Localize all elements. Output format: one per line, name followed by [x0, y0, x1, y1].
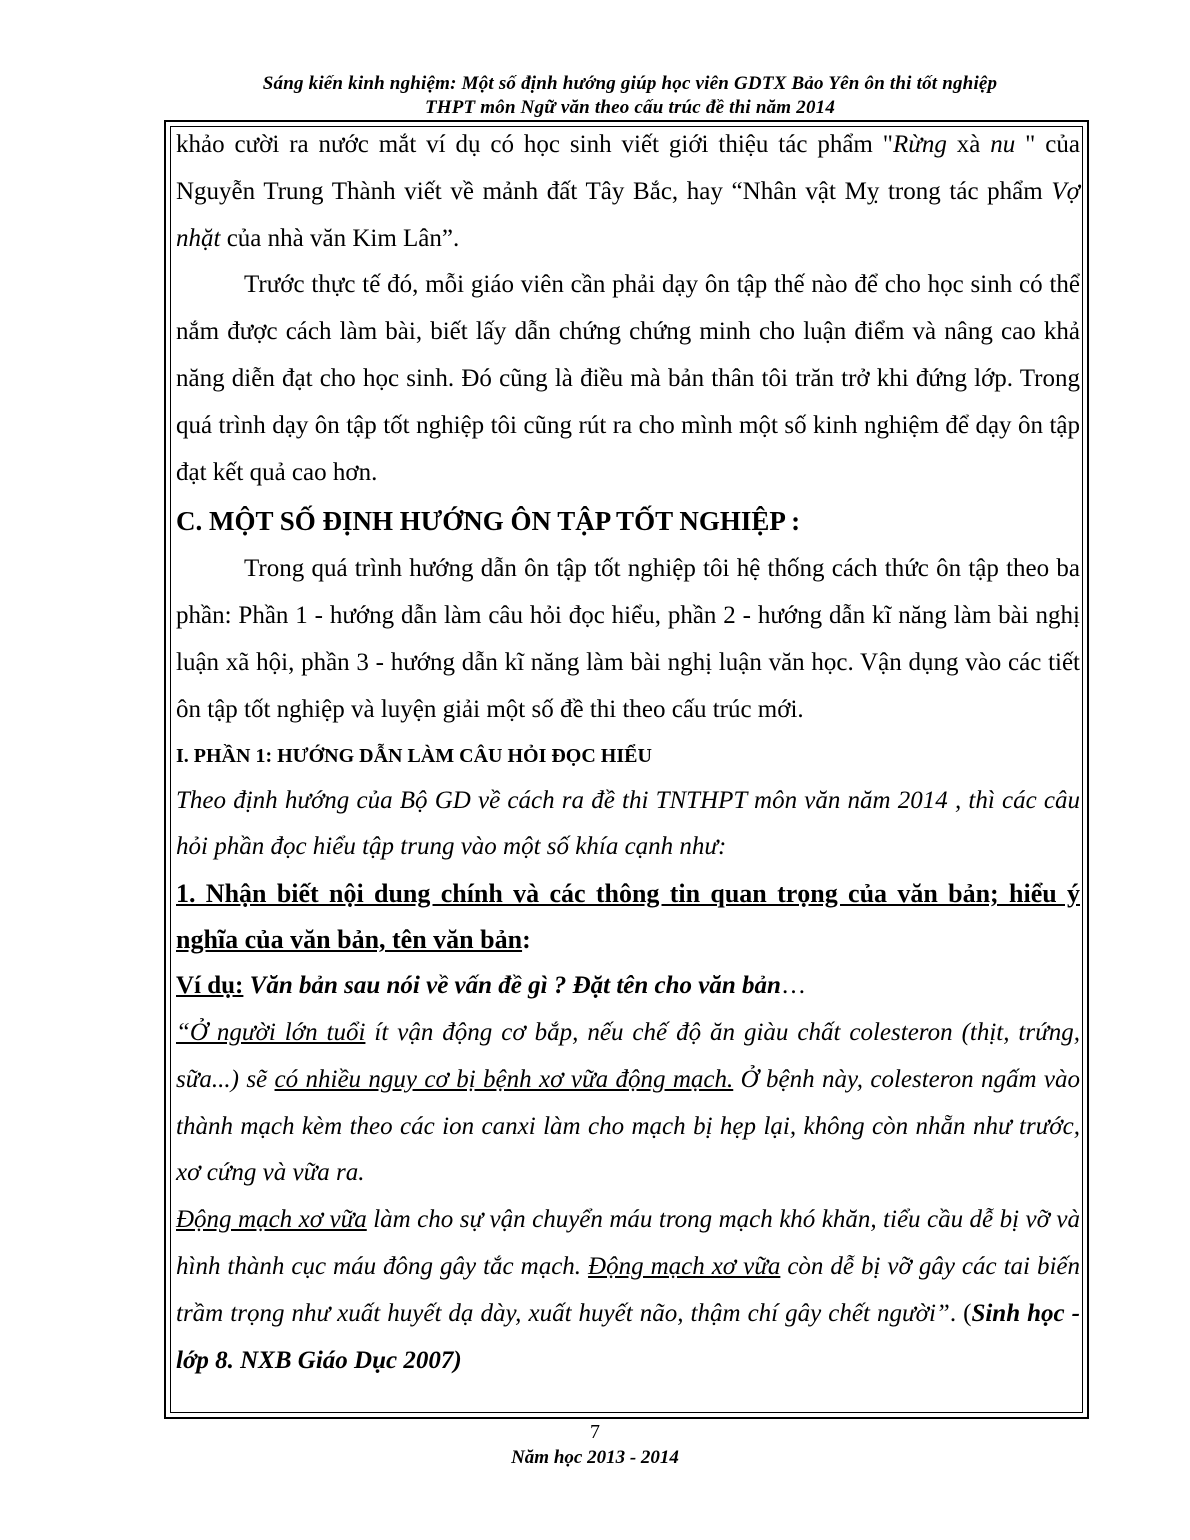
quote-underlined: Động mạch xơ vữa — [176, 1206, 367, 1234]
heading-item-1-text: 1. Nhận biết nội dung chính và các thông tin quan trọng của văn bản; hiểu ý nghĩa của văn bản, tên văn bản — [176, 879, 1080, 955]
page-number: 7 — [590, 1421, 600, 1443]
text-run: xà — [946, 131, 991, 158]
footer-school-year: Năm học 2013 - 2014 — [511, 1447, 679, 1468]
work-title: Vợ nhặt — [176, 177, 1080, 252]
header-line-1: Sáng kiến kinh nghiệm: Một số định hướng giúp học viên GDTX Bảo Yên ôn thi tốt nghiệp — [262, 73, 998, 94]
quote-text: Ở bệnh này, colesteron ngấm vào thành mạch kèm theo các ion canxi làm cho mạch bị hẹp lại, không còn nhẵn như trước, xơ cứng và vữa ra. — [176, 1065, 1080, 1187]
example-question: Văn bản sau nói về vấn đề gì ? Đặt tên cho văn bản — [243, 972, 781, 1000]
heading-item-1-colon: : — [522, 925, 531, 955]
work-title: nu — [990, 131, 1016, 158]
paragraph-orientation: Theo định hướng của Bộ GD về cách ra đề thi TNTHPT môn văn năm 2014 , thì các câu hỏi phần đọc hiểu tập trung vào một số khía cạnh như: — [176, 786, 1080, 861]
quote-text: làm cho sự vận chuyển máu trong mạch khó khăn, tiểu cầu dễ bị vỡ và hình thành cục máu đông gây tắc mạch. — [176, 1206, 1081, 1280]
heading-part-1: I. PHẦN 1: HƯỚNG DẪN LÀM CÂU HỎI ĐỌC HIỂU — [176, 744, 652, 767]
text-run: khảo cười ra nước mắt ví dụ có học sinh viết giới thiệu tác phẩm " — [176, 131, 893, 158]
text-run: " của Nguyễn Trung Thành viết về mảnh đất Tây Bắc, hay “Nhân vật Mỵ trong tác phẩm — [176, 131, 1080, 205]
example-prompt — [176, 963, 1080, 1010]
page-content — [176, 122, 1080, 1384]
work-title: Rừng — [892, 131, 947, 158]
example-label: Ví dụ: — [176, 972, 244, 1000]
paragraph-intro — [176, 122, 1080, 262]
quote-underlined: có nhiều nguy cơ bị bệnh xơ vữa động mạch. — [274, 1065, 734, 1093]
heading-section-c: C. MỘT SỐ ĐỊNH HƯỚNG ÔN TẬP TỐT NGHIỆP : — [176, 506, 801, 537]
running-header — [160, 72, 1100, 120]
paragraph-method: Trong quá trình hướng dẫn ôn tập tốt nghiệp tôi hệ thống cách thức ôn tập theo ba phần: Phần 1 - hướng dẫn làm câu hỏi đọc hiểu, phần 2 - hướng dẫn kĩ năng làm bài nghị luận xã hội, phần 3 - hướng dẫn kĩ năng làm bài nghị luận văn học. Vận dụng vào các tiết ôn tập tốt nghiệp và luyện giải một số đề thi theo cấu trúc mới. — [176, 555, 1080, 723]
quote-text: ít vận động cơ bắp, nếu chế độ ăn giàu chất colesteron (thịt, trứng, sữa...) sẽ — [176, 1018, 1080, 1093]
quote-paragraph-2 — [176, 1197, 1080, 1384]
quote-punct: . ( — [949, 1299, 972, 1327]
quote-paragraph-1 — [176, 1010, 1080, 1197]
paragraph-reality: Trước thực tế đó, mỗi giáo viên cần phải dạy ôn tập thế nào để cho học sinh có thể nắm được cách làm bài, biết lấy dẫn chứng chứng minh cho luận điểm và nâng cao khả năng diễn đạt cho học sinh. Đó cũng là điều mà bản thân tôi trăn trở khi đứng lớp. Trong quá trình dạy ôn tập tốt nghiệp tôi cũng rút ra cho mình một số kinh nghiệm để dạy ôn tập đạt kết quả cao hơn. — [176, 271, 1080, 486]
heading-item-1 — [176, 871, 1080, 963]
quote-underlined: Động mạch xơ vữa — [588, 1252, 781, 1280]
text-run: của nhà văn Kim Lân”. — [220, 224, 460, 252]
example-ellipsis: … — [780, 972, 806, 1000]
quote-underlined: “Ở người lớn tuổi — [176, 1018, 366, 1046]
header-line-2: THPT môn Ngữ văn theo cấu trúc đề thi năm 2014 — [424, 97, 836, 118]
quote-source: Sinh học - lớp 8. NXB Giáo Dục 2007) — [176, 1299, 1081, 1374]
quote-text: còn dễ bị vỡ gây các tai biến trầm trọng như xuất huyết dạ dày, xuất huyết não, thậm chí gây chết người” — [176, 1252, 1081, 1327]
